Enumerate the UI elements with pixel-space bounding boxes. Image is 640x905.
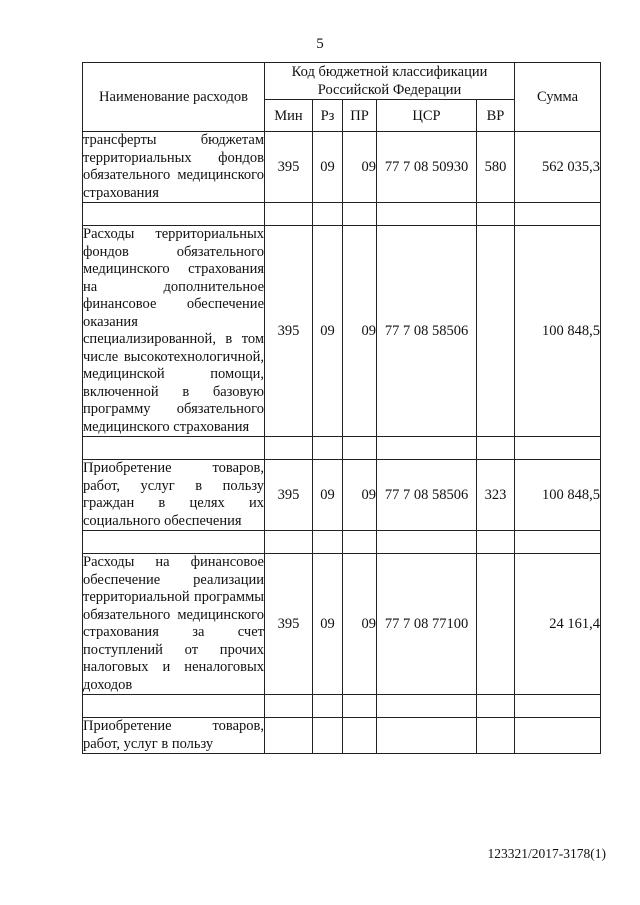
row-rz: 09 xyxy=(313,460,343,531)
row-sum: 100 848,5 xyxy=(515,460,601,531)
header-csr: ЦСР xyxy=(377,100,477,132)
row-rz: 09 xyxy=(313,554,343,695)
table-row xyxy=(83,460,601,531)
budget-table xyxy=(82,62,601,754)
row-min xyxy=(265,718,313,754)
row-sum xyxy=(515,718,601,754)
row-name: трансферты бюджетам территориальных фондов обязательного медицинского страхования xyxy=(83,132,264,201)
row-min: 395 xyxy=(265,460,313,531)
header-sum: Сумма xyxy=(515,63,601,132)
row-csr: 77 7 08 58506 xyxy=(377,460,477,531)
row-name: Приобретение товаров, работ, услуг в пользу граждан в целях их социального обеспечения xyxy=(83,460,264,529)
row-vr xyxy=(477,554,515,695)
row-sum: 562 035,3 xyxy=(515,132,601,203)
document-code: 123321/2017-3178(1) xyxy=(487,846,606,861)
table-row xyxy=(83,718,601,754)
row-pr: 09 xyxy=(343,554,377,695)
table-spacer xyxy=(83,695,601,718)
row-name: Расходы территориальных фондов обязательного медицинского страхования на дополнительное финансовое обеспечение оказания специализированной, в том числе высокотехнологичной, медицинской помощи, включенной в базовую программу обязательного медицинского страхования xyxy=(83,226,264,435)
header-min: Мин xyxy=(265,100,313,132)
row-pr: 09 xyxy=(343,460,377,531)
row-vr: 580 xyxy=(477,132,515,203)
row-name: Приобретение товаров, работ, услуг в пользу xyxy=(83,718,264,752)
header-vr: ВР xyxy=(477,100,515,132)
table-row xyxy=(83,132,601,203)
row-sum: 100 848,5 xyxy=(515,226,601,437)
row-name: Расходы на финансовое обеспечение реализации территориальной программы обязательного медицинского страхования за счет поступлений от прочих налоговых и неналоговых доходов xyxy=(83,554,264,693)
header-code-group: Код бюджетной классификации Российской Федерации xyxy=(265,63,515,100)
row-pr xyxy=(343,718,377,754)
table-spacer xyxy=(83,531,601,554)
table-row xyxy=(83,554,601,695)
row-rz xyxy=(313,718,343,754)
row-min: 395 xyxy=(265,554,313,695)
row-min: 395 xyxy=(265,132,313,203)
row-vr xyxy=(477,718,515,754)
row-vr xyxy=(477,226,515,437)
page-number: 5 xyxy=(316,36,324,52)
header-pr: ПР xyxy=(343,100,377,132)
row-pr: 09 xyxy=(343,226,377,437)
table-spacer xyxy=(83,437,601,460)
row-sum: 24 161,4 xyxy=(515,554,601,695)
row-pr: 09 xyxy=(343,132,377,203)
row-rz: 09 xyxy=(313,132,343,203)
row-csr: 77 7 08 50930 xyxy=(377,132,477,203)
row-csr: 77 7 08 58506 xyxy=(377,226,477,437)
row-csr xyxy=(377,718,477,754)
table-spacer xyxy=(83,203,601,226)
row-min: 395 xyxy=(265,226,313,437)
table-row xyxy=(83,226,601,437)
header-name: Наименование расходов xyxy=(83,63,265,132)
row-csr: 77 7 08 77100 xyxy=(377,554,477,695)
header-rz: Рз xyxy=(313,100,343,132)
row-rz: 09 xyxy=(313,226,343,437)
row-vr: 323 xyxy=(477,460,515,531)
